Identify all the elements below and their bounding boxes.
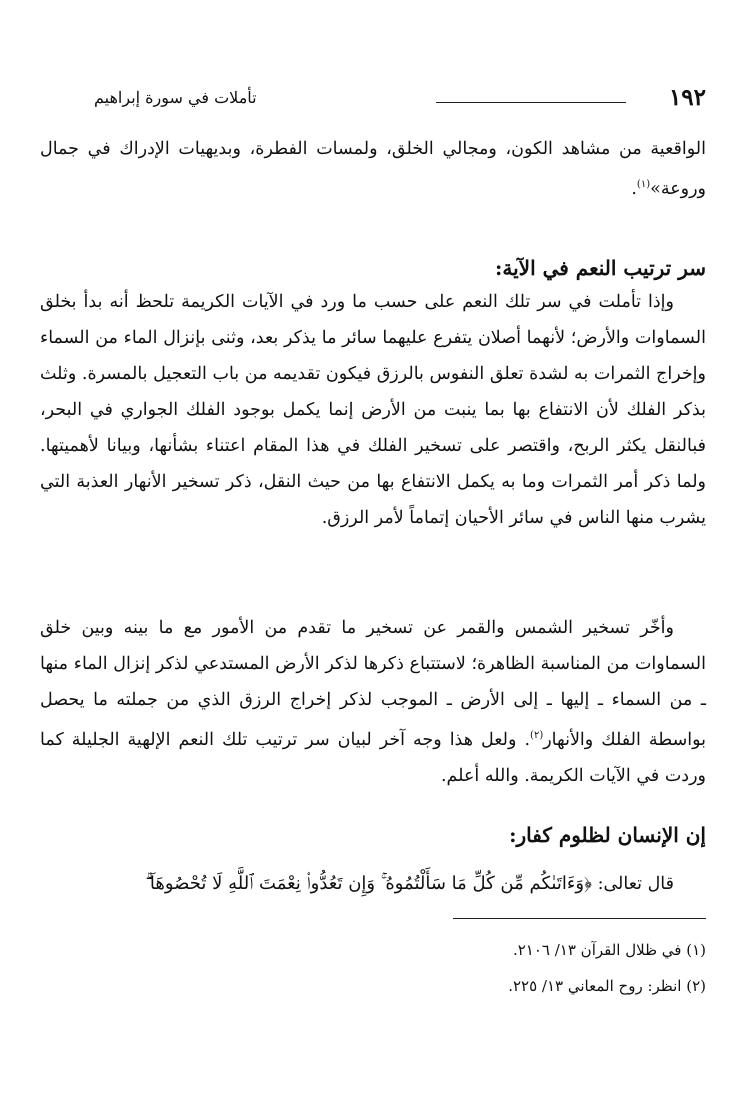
footnote-1: (١) في ظلال القرآن ١٣/ ٢١٠٦. bbox=[512, 941, 706, 959]
header-rule bbox=[436, 102, 626, 103]
continued-end: . bbox=[631, 178, 637, 199]
paragraph-2-text-b: . ولعل هذا وجه آخر لبيان سر ترتيب تلك النعم الإلهية الجليلة كما وردت في الآيات الكريمة. والله أعلم. bbox=[40, 729, 706, 786]
paragraph-2-text-a: وأخّر تسخير الشمس والقمر عن تسخير ما تقدم من الأمور مع ما بينه وبين خلق السماوات من المناسبة الظاهرة؛ لاستتباع ذكرها لذكر الأرض المستدعي لذكر إنزال الماء منها ـ من السماء ـ إليها ـ إلى الأرض ـ الموجب لذكر إخراج الرزق الذي من جملته ما يحصل بواسطة الفلك والأنهار bbox=[40, 618, 707, 750]
quran-verse: ﴿وَءَاتَىٰكُم مِّن كُلِّ مَا سَأَلْتُمُوهُ ۚ وَإِن تَعُدُّوا۟ نِعْمَتَ ٱللَّهِ لَا تُحْصُوهَآ ۗ bbox=[145, 873, 592, 894]
footnote-2: (٢) انظر: روح المعاني ١٣/ ٢٢٥. bbox=[508, 977, 706, 995]
footnote-ref-1: (١) bbox=[636, 179, 651, 190]
paragraph-1: وإذا تأملت في سر تلك النعم على حسب ما ورد في الآيات الكريمة تلحظ أنه بدأ بخلق السماوات والأرض؛ لأنهما أصلان يتفرع عليهما سائر ما يذكر بعد، وثنى بإنزال الماء من السماء وإخراج الثمرات به لشدة تعلق النفوس بالرزق فيكون تقديمه من باب التعجيل بالمسرة. وثلث بذكر الفلك لأن الانتفاع بها بما ينبت من الأرض إنما يكمل بوجود الفلك الجواري في البحر، فبالنقل يكثر الربح، واقتصر على تسخير الفلك في هذا المقام اعتناء بشأنها، وبيانا لأهميتها. ولما ذكر أمر الثمرات وما به يكمل الانتفاع بها من حيث النقل، ذكر تسخير الأنهار العذبة التي يشرب منها الناس في سائر الأحيان إتماماً لأمر الرزق. bbox=[40, 292, 706, 528]
book-title: تأملات في سورة إبراهيم bbox=[94, 88, 257, 107]
running-header bbox=[94, 82, 706, 116]
section-heading-blessings-order: سر ترتيب النعم في الآية: bbox=[495, 256, 706, 280]
section-heading-ungrateful-man: إن الإنسان لظلوم كفار: bbox=[509, 823, 706, 847]
footnotes bbox=[40, 932, 706, 1004]
continued-text: الواقعية من مشاهد الكون، ومجالي الخلق، ولمسات الفطرة، وبديهيات الإدراك في جمال وروعة» bbox=[40, 139, 706, 199]
page-number: ١٩٢ bbox=[668, 84, 706, 111]
quran-quote-line bbox=[40, 873, 706, 894]
paragraph-2 bbox=[40, 610, 706, 794]
quote-intro: قال تعالى: bbox=[592, 874, 674, 894]
continued-paragraph bbox=[40, 131, 706, 207]
footnote-ref-2: (٢) bbox=[530, 730, 544, 741]
footnote-rule bbox=[453, 918, 706, 919]
